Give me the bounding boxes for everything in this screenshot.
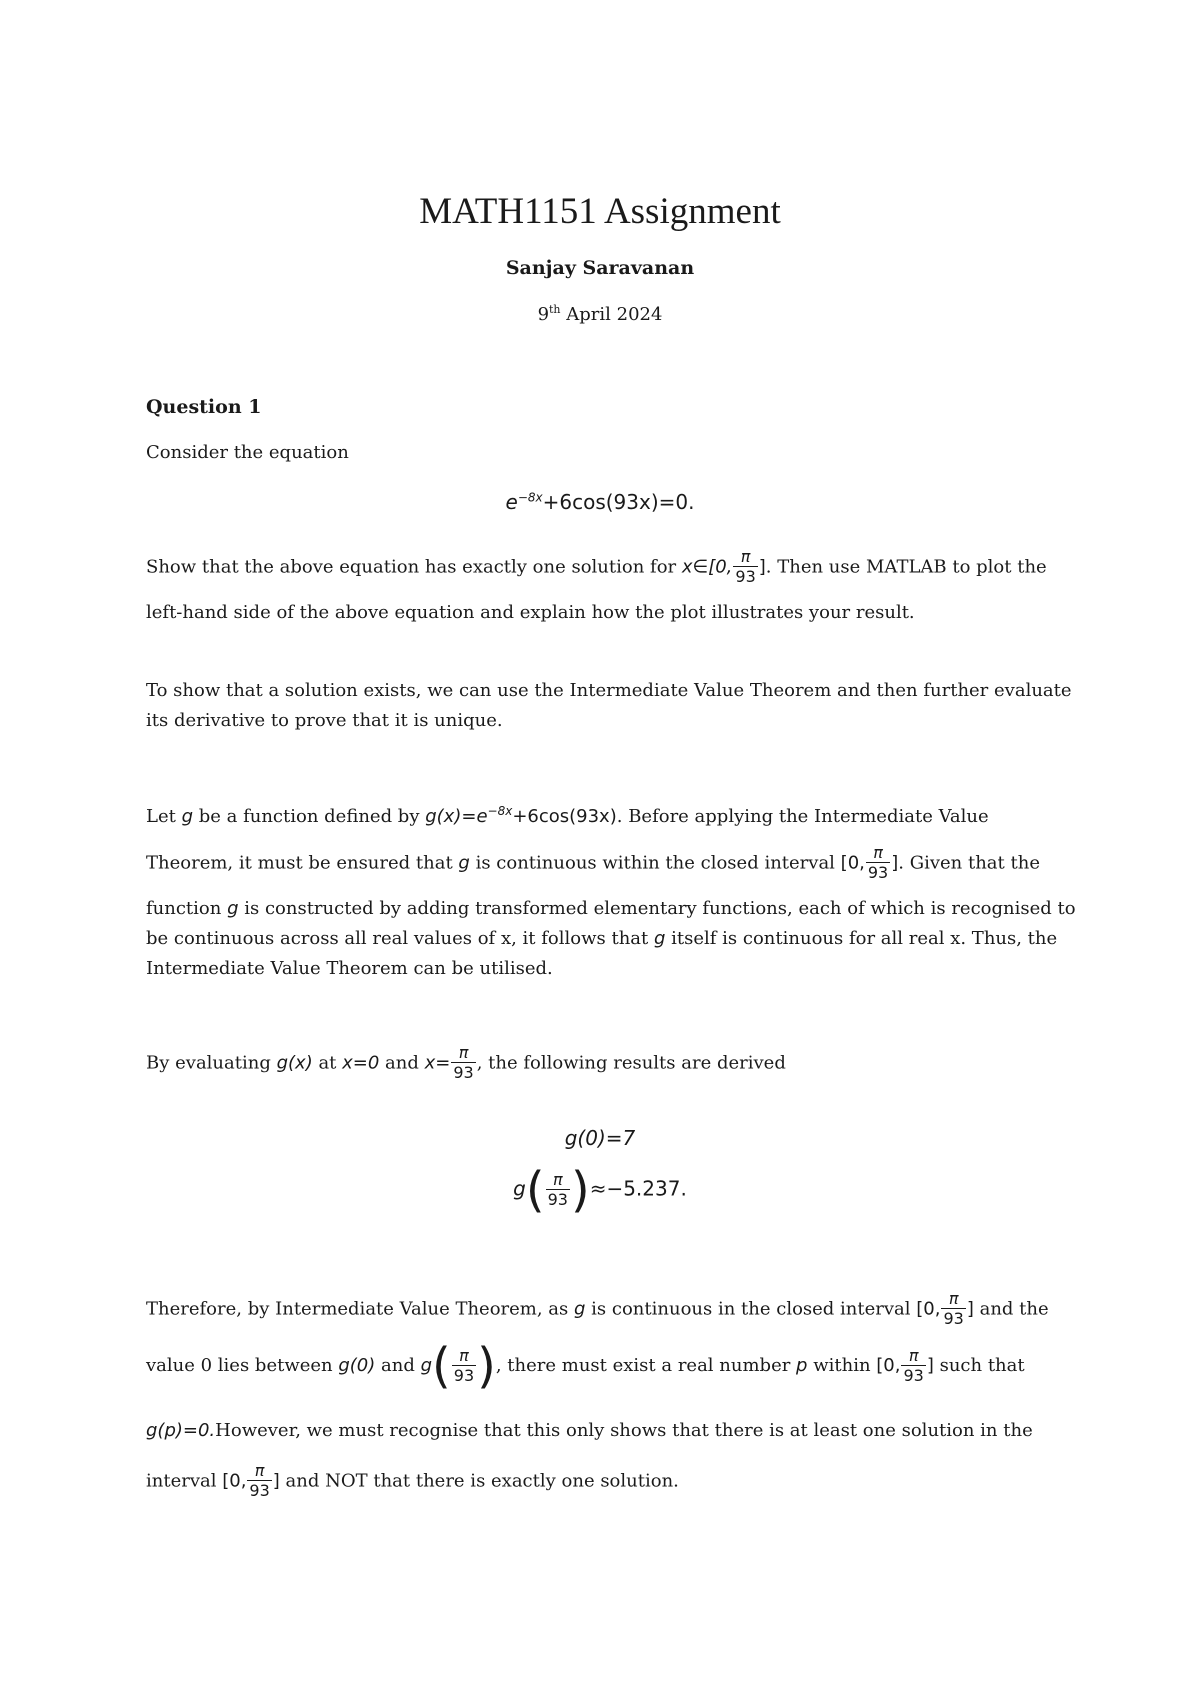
paragraph-1-line2: its derivative to prove that it is unique.	[146, 710, 503, 731]
author-name: Sanjay Saravanan	[505, 257, 695, 279]
pi-over-93-fraction: $\frac{\pi}{93}$	[453, 1345, 475, 1385]
paragraph-4-line3: g(p)=0.However, we must recognise that this only shows that there is at least one solution in the	[146, 1420, 1033, 1441]
paragraph-2-line1: Let g be a function defined by $g(x)=e^{-8x}+6\cos(93x)$. Before applying the Intermediate Value	[146, 804, 989, 827]
document-title: MATH1151 Assignment	[419, 191, 781, 232]
pi-over-93-fraction: $\frac{\pi}{93}$	[453, 1043, 474, 1082]
equation-g0: g(0)=7	[564, 1126, 636, 1150]
question-prompt-line1: Show that the above equation has exactly one solution for x∈[0, $\frac{\pi}{93}$ ]. Then use MATLAB to plot the	[146, 547, 1047, 586]
paragraph-2-line2: Theorem, it must be ensured that g is continuous within the closed interval [0, $\frac{\pi}{93}$ ]. Given that the	[146, 843, 1040, 882]
pi-over-93-fraction: $\frac{\pi}{93}$	[943, 1289, 964, 1328]
question-prompt-line2: left-hand side of the above equation and explain how the plot illustrates your result.	[146, 602, 915, 623]
document-date: 9th April 2024	[537, 303, 663, 325]
question-intro: Consider the equation	[146, 442, 349, 463]
pi-over-93-fraction: $\frac{\pi}{93}$	[867, 843, 889, 882]
paragraph-1-line1: To show that a solution exists, we can use the Intermediate Value Theorem and then further evaluate	[146, 680, 1072, 701]
paragraph-4-line2: value 0 lies between g(0) and g( $\frac{\pi}{93}$ ), there must exist a real number p within [0, $\frac{\pi}{93}$ ] such that	[146, 1338, 1025, 1394]
paragraph-3: By evaluating g(x) at x=0 and x= $\frac{\pi}{93}$ , the following results are derived	[146, 1043, 786, 1082]
paragraph-2-line3: function g is constructed by adding transformed elementary functions, each of which is recognised to	[146, 898, 1076, 919]
main-equation: $e^{-8x}+6\cos(93x)=0$.	[505, 490, 695, 514]
equation-g-pi-93: g( $\frac{\pi}{93}$ )≈−5.237.	[513, 1162, 687, 1218]
pi-over-93-fraction: $\frac{\pi}{93}$	[249, 1461, 270, 1500]
paragraph-4-line1: Therefore, by Intermediate Value Theorem, as g is continuous in the closed interval [0, $\frac{\pi}{93}$ ] and the	[146, 1289, 1049, 1328]
pi-over-93-fraction: $\frac{\pi}{93}$	[547, 1169, 568, 1209]
paragraph-4-line4: interval [0, $\frac{\pi}{93}$ ] and NOT that there is exactly one solution.	[146, 1461, 679, 1500]
pi-over-93-fraction: $\frac{\pi}{93}$	[903, 1345, 924, 1385]
paragraph-2-line5: Intermediate Value Theorem can be utilised.	[146, 958, 553, 979]
question-heading: Question 1	[146, 396, 262, 418]
pi-over-93-fraction: $\frac{\pi}{93}$	[735, 547, 756, 586]
paragraph-2-line4: be continuous across all real values of x, it follows that g itself is continuous for all real x. Thus, the	[146, 928, 1058, 949]
